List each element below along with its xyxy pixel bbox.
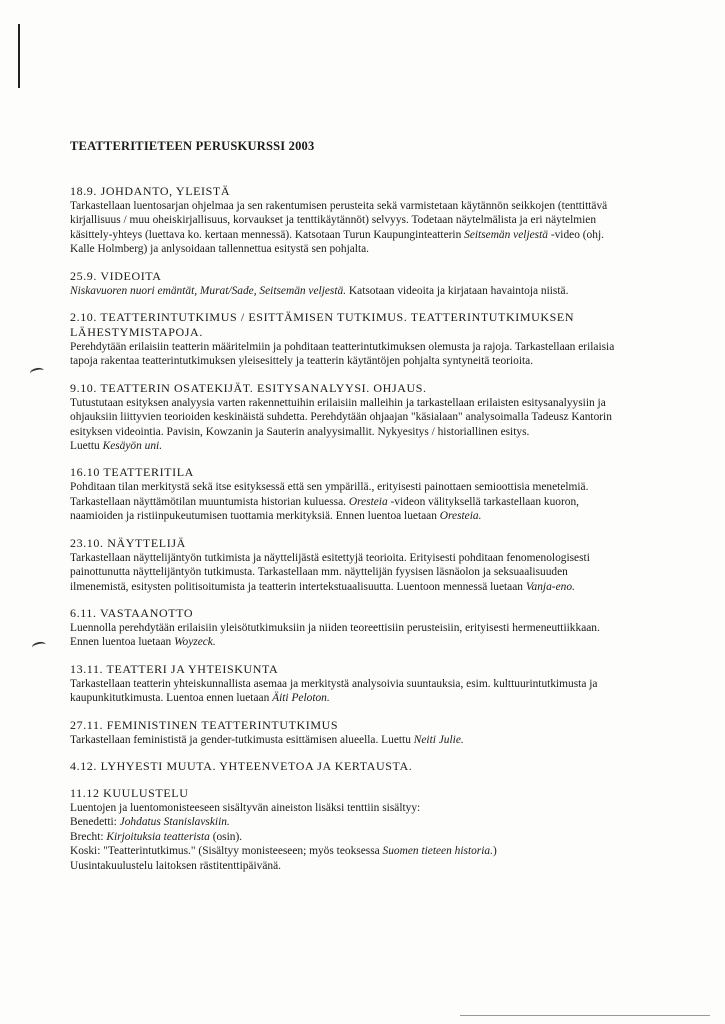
author: Benedetti: xyxy=(70,816,120,829)
body-line xyxy=(70,509,670,523)
work-title: Äiti Peloton. xyxy=(272,692,330,705)
work-title: Oresteia xyxy=(348,495,388,508)
section-18-9 xyxy=(70,184,670,257)
work-titles: Niskavuoren nuori emäntät, Murat/Sade, Seitsemän veljestä. xyxy=(70,284,347,297)
body-text: käsittely-yhteys (luettava ko. kertaan mennessä). Katsotaan Turun Kaupunginteatterin xyxy=(70,228,465,241)
section-body xyxy=(70,801,670,873)
body-line xyxy=(70,439,670,453)
body-text: -video (ohj. xyxy=(547,228,604,241)
work-title: Kirjoituksia teatterista xyxy=(106,830,210,843)
document-title: TEATTERITIETEEN PERUSKURSSI 2003 xyxy=(70,139,315,153)
section-11-12 xyxy=(70,786,670,873)
body-line xyxy=(70,228,670,242)
section-heading: 23.10. NÄYTTELIJÄ xyxy=(70,535,186,550)
body-text: Tarkastellaan näyttämötilan muuntumista historian kuluessa. xyxy=(70,495,349,508)
body-line: Perehdytään erilaisiin teatterin määritelmiin ja pohditaan teatterintutkimuksen olemusta ja rajoja. Tarkastellaan erilaisia xyxy=(70,341,615,354)
body-line: Luennolla perehdytään erilaisiin yleisötutkimuksiin ja niiden teoreettisiin perusteisiin, erityisesti hermeneuttiikkaan. xyxy=(70,621,600,634)
work-title: Vanja-eno. xyxy=(525,580,575,593)
body-line: Tarkastellaan luentosarjan ohjelmaa ja sen rakentumisen perusteita sekä varmistetaan käytännön seikkojen (tenttittävä xyxy=(70,200,608,212)
body-text: ilmenemistä, esitysten politisoitumista ja teatterin intertekstuaalisuutta. Luentoon mennessä luetaan xyxy=(70,580,526,593)
section-heading: 4.12. LYHYESTI MUUTA. YHTEENVETOA JA KERTAUSTA. xyxy=(70,758,413,773)
section-body xyxy=(70,551,670,594)
work-title: Woyzeck. xyxy=(174,636,216,649)
body-line: esityksen videointia. Pavisin, Kowzanin ja Sauterin analyysimallit. Nykyesitys / historiallinen esitys. xyxy=(70,425,530,438)
body-text: Luettu xyxy=(70,440,103,453)
section-heading: 2.10. TEATTERINTUTKIMUS / ESITTÄMISEN TUTKIMUS. TEATTERINTUTKIMUKSEN xyxy=(70,310,575,325)
bottom-scan-rule xyxy=(460,1015,710,1016)
margin-pen-mark xyxy=(18,24,20,88)
body-text: Katsotaan videoita ja kirjataan havaintoja niistä. xyxy=(346,284,569,297)
section-27-11 xyxy=(70,718,670,747)
body-line xyxy=(70,580,670,594)
section-heading: 16.10 TEATTERITILA xyxy=(70,465,194,480)
work-title: Suomen tieteen historia. xyxy=(382,845,493,858)
body-line: Tarkastellaan näyttelijäntyön tutkimista ja näyttelijästä esitettyjä teorioita. Erityisesti pohditaan fenomenologisesti xyxy=(70,551,590,564)
reading-item xyxy=(70,830,670,844)
body-line xyxy=(70,733,670,747)
section-heading: 9.10. TEATTERIN OSATEKIJÄT. ESITYSANALYYSI. OHJAUS. xyxy=(70,380,427,395)
work-title: Seitsemän veljestä xyxy=(464,228,548,241)
section-13-11 xyxy=(70,662,670,706)
body-line: ohjauksiin liittyvien teorioiden keskinäistä suhdetta. Perehdytään ohjaajan "käsialaan" analysoimalla Tadeusz Kantorin xyxy=(70,411,612,424)
section-23-10 xyxy=(70,536,670,594)
body-line: Pohditaan tilan merkitystä sekä itse esityksessä että sen ympärillä., erityisesti painottaen semioottisia menetelmiä. xyxy=(70,481,589,494)
body-line: painottunutta näyttelijäntyön tutkimusta. Tarkastellaan mm. näyttelijän fyysisen läsnäolon ja seksuaalisuuden xyxy=(70,566,568,579)
author: Brecht: xyxy=(70,830,107,843)
document-content xyxy=(70,138,670,885)
work-title: Kesäyön uni. xyxy=(102,440,163,453)
body-text: -videon välityksellä tarkastellaan kuoron, xyxy=(387,495,580,508)
section-body xyxy=(70,480,670,523)
margin-tick-mark xyxy=(31,641,46,652)
section-body xyxy=(70,199,670,257)
body-text: Tarkastellaan feminististä ja gender-tutkimusta esittämisen alueella. Luettu xyxy=(70,733,414,746)
section-body xyxy=(70,340,670,369)
body-line: Uusintakuulustelu laitoksen rästitenttipäivänä. xyxy=(70,859,281,872)
body-text: ) xyxy=(492,845,497,858)
body-line: Luentojen ja luentomonisteeseen sisältyvän aineiston lisäksi tenttiin sisältyy: xyxy=(70,801,421,814)
section-body xyxy=(70,284,670,298)
body-line: Tarkastellaan teatterin yhteiskunnallista asemaa ja merkitystä analysoivia suuntauksia, esim. kulttuurintutkimusta ja xyxy=(70,677,598,690)
section-4-12 xyxy=(70,759,670,774)
body-line xyxy=(70,284,670,298)
margin-tick-mark xyxy=(29,367,44,378)
body-line xyxy=(70,691,670,705)
section-9-10 xyxy=(70,381,670,454)
section-2-10 xyxy=(70,310,670,369)
body-text: (osin). xyxy=(209,830,243,843)
section-heading: 18.9. JOHDANTO, YLEISTÄ xyxy=(70,184,231,198)
section-body xyxy=(70,677,670,706)
work-title: Oresteia. xyxy=(439,510,482,523)
section-16-10 xyxy=(70,465,670,523)
body-line xyxy=(70,635,670,649)
section-heading: 13.11. TEATTERI JA YHTEISKUNTA xyxy=(70,661,279,676)
reading-item xyxy=(70,844,670,858)
body-text: Ennen luentoa luetaan xyxy=(70,636,175,649)
section-heading: 11.12 KUULUSTELU xyxy=(70,785,189,800)
body-text: naamioiden ja ristiinpukeutumisen tuottamia merkityksiä. Ennen luentoa luetaan xyxy=(70,510,440,523)
section-body xyxy=(70,621,670,650)
body-line: tapoja rakentaa teatterintutkimuksen yleisesittely ja teatterin käytäntöjen pohjalta syntyneitä teorioita. xyxy=(70,355,534,368)
section-heading: 6.11. VASTAANOTTO xyxy=(70,605,194,620)
section-heading-continued: LÄHESTYMISTAPOJA. xyxy=(70,325,203,340)
body-line: Tutustutaan esityksen analyysia varten rakennettuihin erilaisiin malleihin ja tarkastellaan erilaisten esitysanalyysiin ja xyxy=(70,396,606,409)
reading-item xyxy=(70,815,670,829)
body-line: Kalle Holmberg) ja anlysoidaan tallennettua esitystä sen pohjalta. xyxy=(70,243,370,256)
section-body xyxy=(70,396,670,454)
body-line: kirjallisuus / muu oheiskirjallisuus, korvaukset ja tenttikäytännöt) selvyys. Todetaan näytelmälista ja eri näytelmien xyxy=(70,214,597,227)
work-title: Johdatus Stanislavskiin. xyxy=(119,816,230,829)
author: Koski: "Teatterintutkimus." (Sisältyy monisteeseen; myös teoksessa xyxy=(70,845,383,858)
section-6-11 xyxy=(70,606,670,650)
section-body xyxy=(70,733,670,747)
section-heading: 25.9. VIDEOITA xyxy=(70,268,162,283)
body-line xyxy=(70,495,670,509)
work-title: Neiti Julie. xyxy=(413,733,464,746)
section-25-9 xyxy=(70,269,670,298)
body-text: kaupunkitutkimusta. Luentoa ennen luetaan xyxy=(70,692,273,705)
section-heading: 27.11. FEMINISTINEN TEATTERINTUTKIMUS xyxy=(70,717,339,732)
